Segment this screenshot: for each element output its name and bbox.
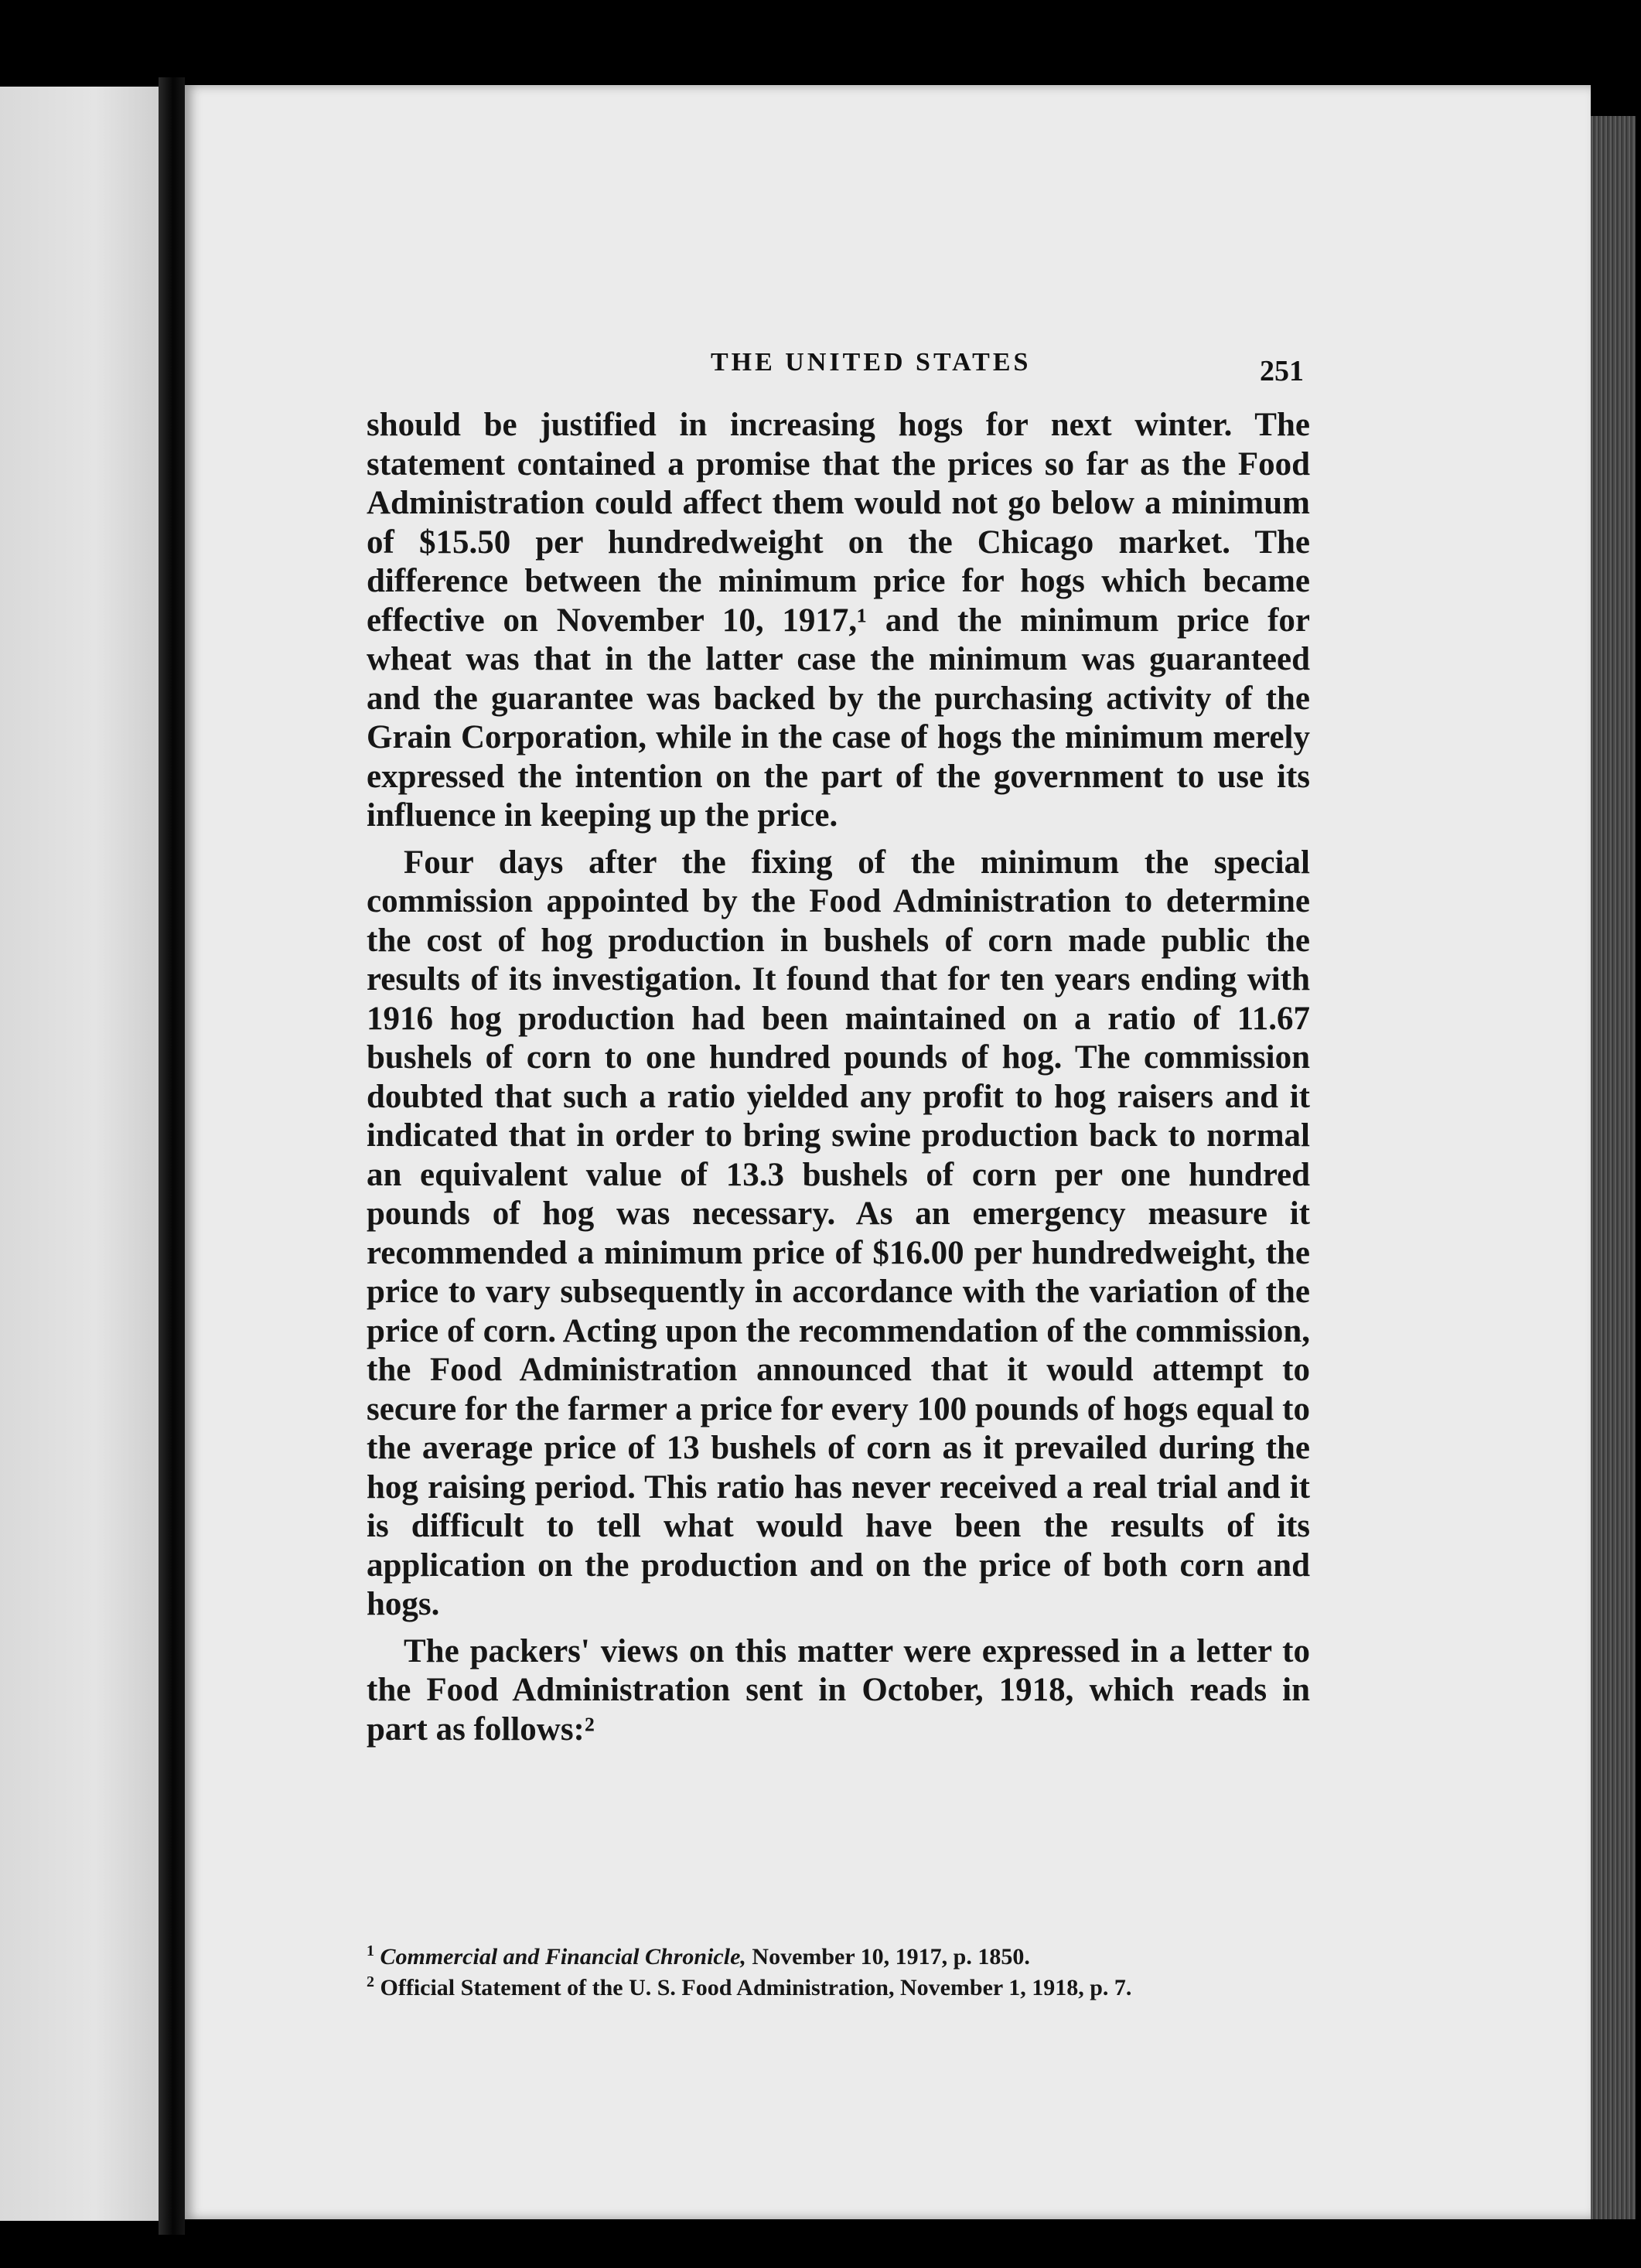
footnote-citation: November 10, 1917, p. 1850. <box>745 1944 1030 1970</box>
binding-gutter <box>159 77 185 2235</box>
paragraph-commission: Four days after the fixing of the minimum the special commission appointed by the Food Administration to determine the cost of hog production in bushels of corn made public the results of its investigation. It found that for ten years ending with 1916 hog production had been maintained on a ratio of 11.67 bushels of corn to one hundred pounds of hog. The commission doubted that such a ratio yielded any profit to hog raisers and it indicated that in order to bring swine production back to normal an equivalent value of 13.3 bushels of corn per one hundred pounds of hog was necessary. As an emergency measure it recommended a minimum price of $16.00 per hundredweight, the price to vary subsequently in accordance with the variation of the price of corn. Acting upon the recommendation of the commission, the Food Administration announced that it would attempt to secure for the farmer a price for every 100 pounds of hogs equal to the average price of 13 bushels of corn as it prevailed during the hog raising period. This ratio has never received a real trial and it is difficult to tell what would have been the results of its application on the production and on the price of both corn and hogs. <box>367 844 1310 1622</box>
paragraph-continued: should be justified in increasing hogs for next winter. The statement contained a promise that the prices so far as the Food Administration could affect them would not go below a minimum of $15.50 per hundredweight on the Chicago market. The difference between the minimum price for hogs which became effective on November 10, 1917,¹ and the minimum price for wheat was that in the latter case the minimum was guaranteed and the guarantee was backed by the purchasing activity of the Grain Corporation, while in the case of hogs the minimum merely expressed the intention on the part of the government to use its influence in keeping up the price. <box>367 407 1310 834</box>
footnote-2 <box>367 1970 1395 2000</box>
footnote-1 <box>367 1939 1395 1970</box>
page-edges <box>1591 116 1636 2219</box>
paragraph-packers: The packers' views on this matter were expressed in a letter to the Food Administration sent in October, 1918, which reads in part as follows:² <box>367 1632 1310 1748</box>
footnote-citation: Official Statement of the U. S. Food Administration, November 1, 1918, p. 7. <box>380 1975 1132 2000</box>
page-number: 251 <box>1260 355 1304 387</box>
footnote-source-title: Commercial and Financial Chronicle, <box>380 1944 746 1970</box>
book-page <box>185 85 1591 2219</box>
footnotes <box>367 1939 1395 2000</box>
running-title: THE UNITED STATES <box>711 348 1032 377</box>
footnote-mark: 1 <box>367 1942 374 1959</box>
body-text <box>367 406 1310 1749</box>
facing-page-edge <box>0 87 159 2221</box>
footnote-mark: 2 <box>367 1973 374 1990</box>
